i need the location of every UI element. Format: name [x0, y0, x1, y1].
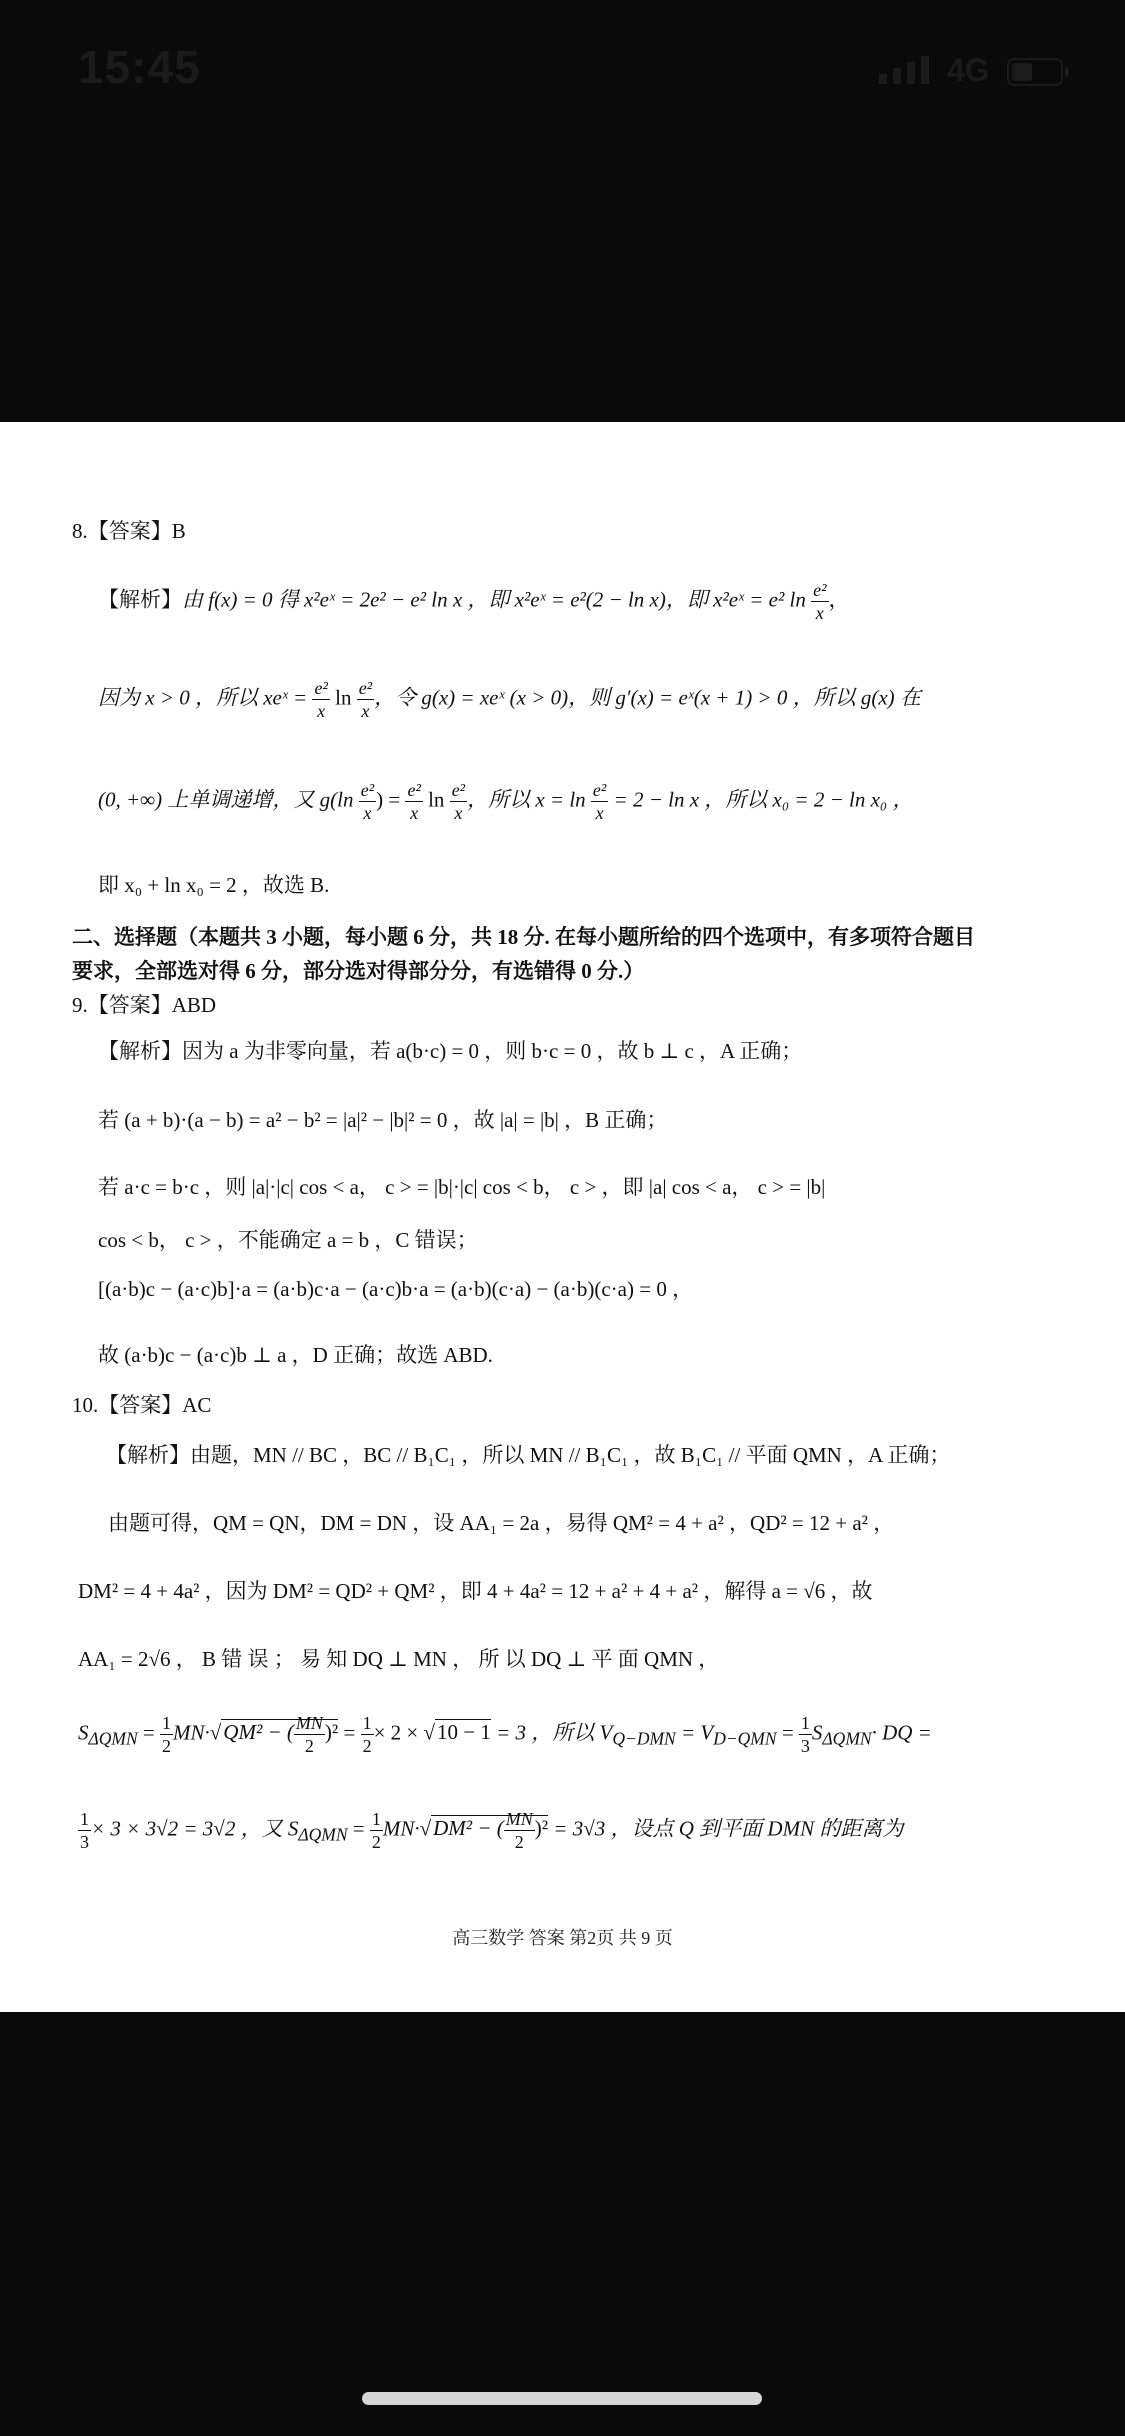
- section2-heading-line2: 要求，全部选对得 6 分，部分选对得部分分，有选错得 0 分.）: [72, 959, 645, 983]
- status-bar: [0, 0, 1125, 140]
- fraction-e2-over-x: $\frac{\text{e²}}{x}$: [592, 780, 607, 823]
- q8-line1-text: 由 f(x) = 0 得 x²eˣ = 2e² − e² ln x ，即 x²eˣ = e²(2 − ln x)，即 x²eˣ = e² ln: [182, 587, 806, 612]
- q10-line6: $\frac{1}{3}$ × 3 × 3√2 = 3√2 ，又 $S_{\Delta QMN}$ = $\frac{1}{2}$ MN·√DM² − ( $\frac{MN}{2}$ )² = 3√3 ，设点 Q 到平面 DMN 的距离为: [80, 1809, 904, 1852]
- q9-line3: 若 a·c = b·c ，则 |a|·|c| cos < a， c > = |b|·|c| cos < b， c > ，即 |a| cos < a， c > = |b|: [98, 1175, 826, 1199]
- q8-line4: 即 x₀ + ln x₀ = 2 ，故选 B.: [98, 873, 330, 897]
- network-label: 4G: [947, 52, 990, 88]
- status-icons: [877, 52, 1077, 88]
- fraction-mn-over-2: $\frac{MN}{2}$: [295, 1713, 323, 1756]
- q9-line4: cos < b， c > ，不能确定 a = b ，C 错误；: [98, 1228, 478, 1252]
- q8-line2: 因为 x > 0 ，所以 xeˣ = $\frac{\text{e²}}{x}$ ln $\frac{\text{e²}}{x}$ ，令 g(x) = xeˣ (x > 0)，则 g′(x) = eˣ(x + 1) > 0 ，所以 g(x) 在: [98, 678, 921, 721]
- q8-line3: (0, +∞) 上单调递增，又 g(ln $\frac{\text{e²}}{x}$ ) = $\frac{\text{e²}}{x}$ ln $\frac{\text{e²}}{x}$ ，所以 x = ln $\frac{\text{e²}}{x}$ = 2 − ln x ，所以 x₀ = 2 − ln x₀ ，: [98, 780, 914, 823]
- q10-line2: 由题可得，QM = QN，DM = DN ，设 AA₁ = 2a ，易得 QM² = 4 + a² ，QD² = 12 + a² ，: [108, 1511, 895, 1535]
- q9-line1: 【解析】因为 a 为非零向量，若 a(b·c) = 0 ，则 b·c = 0 ，故 b ⊥ c ，A 正确；: [98, 1039, 803, 1063]
- fraction-e2-over-x: $\frac{\text{e²}}{x}$: [358, 678, 373, 721]
- fraction-e2-over-x: $\frac{\text{e²}}{x}$: [813, 580, 827, 623]
- q9-line5: [(a·b)c − (a·c)b]·a = (a·b)c·a − (a·c)b·a = (a·b)(c·a) − (a·b)(c·a) = 0 ，: [98, 1277, 694, 1301]
- status-time: 15:45: [78, 41, 201, 93]
- sqrt-expression: DM² − ( $\frac{MN}{2}$ )²: [433, 1809, 549, 1852]
- q9-line6: 故 (a·b)c − (a·c)b ⊥ a ，D 正确；故选 ABD.: [98, 1343, 493, 1367]
- section2-heading-line1: 二、选择题（本题共 3 小题，每小题 6 分，共 18 分. 在每小题所给的四个选项中，有多项符合题目: [72, 925, 975, 949]
- fraction-one-third: $\frac{1}{3}$: [800, 1713, 810, 1756]
- fraction-one-third: $\frac{1}{3}$: [80, 1809, 89, 1852]
- fraction-e2-over-x: $\frac{\text{e²}}{x}$: [451, 780, 466, 823]
- battery-icon: [1007, 58, 1071, 86]
- signal-bars-icon: [877, 56, 937, 84]
- q9-line2: 若 (a + b)·(a − b) = a² − b² = |a|² − |b|² = 0 ，故 |a| = |b| ，B 正确；: [98, 1108, 668, 1132]
- home-indicator[interactable]: [362, 2392, 762, 2405]
- q8-analysis-line1: 【解析】由 f(x) = 0 得 x²eˣ = 2e² − e² ln x ，即 x²eˣ = e²(2 − ln x)，即 x²eˣ = e² ln $\frac{\text{e²}}{x}$ ，: [98, 580, 850, 623]
- q10-answer: 10.【答案】AC: [72, 1393, 212, 1417]
- sqrt-expression: QM² − ( $\frac{MN}{2}$ )²: [223, 1713, 339, 1756]
- q10-line3: DM² = 4 + 4a² ，因为 DM² = QD² + QM² ，即 4 + 4a² = 12 + a² + 4 + a² ，解得 a = √6 ，故: [78, 1579, 873, 1603]
- fraction-one-half: $\frac{1}{2}$: [362, 1713, 372, 1756]
- fraction-e2-over-x: $\frac{\text{e²}}{x}$: [360, 780, 375, 823]
- q10-line1: 【解析】由题，MN // BC ，BC // B₁C₁ ，所以 MN // B₁C₁ ，故 B₁C₁ // 平面 QMN ，A 正确；: [106, 1443, 951, 1467]
- document-page: [0, 422, 1125, 2012]
- q8-answer: 8.【答案】B: [72, 519, 186, 543]
- q9-answer: 9.【答案】ABD: [72, 993, 217, 1017]
- fraction-one-half: $\frac{1}{2}$: [371, 1809, 381, 1852]
- q10-line5: $S_{\Delta QMN}$ = $\frac{1}{2}$ MN·√QM² − ( $\frac{MN}{2}$ )² = $\frac{1}{2}$ × 2 × √10 − 1 = 3 ，所以 $V_{Q-DMN} = V_{D-QMN}$ = $\frac{1}{3}$ $S_{\Delta QMN}\cdot$ DQ =: [78, 1713, 932, 1756]
- fraction-e2-over-x: $\frac{\text{e²}}{x}$: [314, 678, 328, 721]
- q8-analysis-label: 【解析】: [98, 587, 182, 612]
- page-footer: 高三数学 答案 第2页 共 9 页: [452, 1928, 673, 1948]
- q10-line4: AA₁ = 2√6 ， B 错 误 ； 易 知 DQ ⊥ MN ， 所 以 DQ ⊥ 平 面 QMN ，: [78, 1647, 720, 1671]
- fraction-one-half: $\frac{1}{2}$: [162, 1713, 172, 1756]
- fraction-e2-over-x: $\frac{\text{e²}}{x}$: [407, 780, 421, 823]
- fraction-mn-over-2: $\frac{MN}{2}$: [505, 1809, 533, 1852]
